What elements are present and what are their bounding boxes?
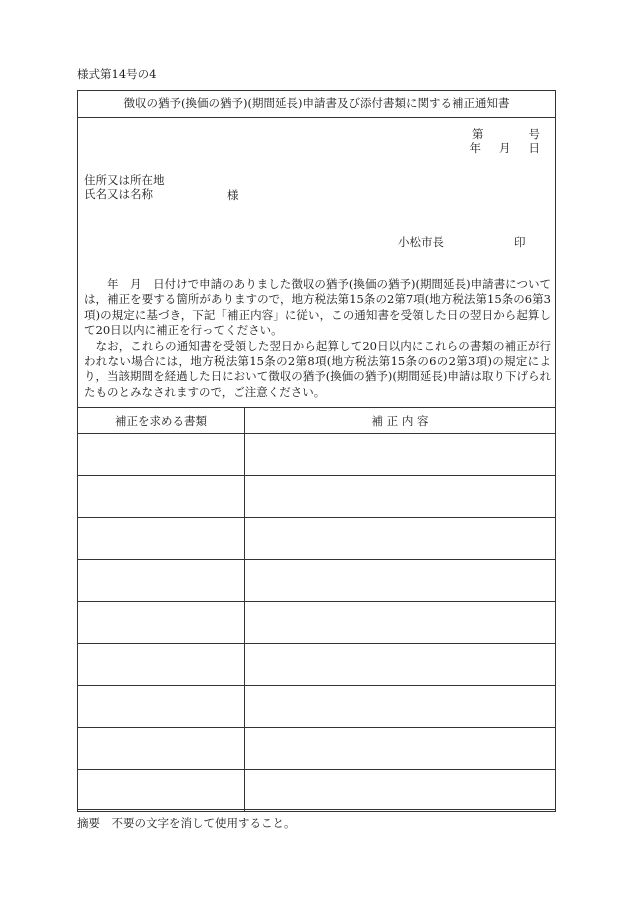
table-row (78, 476, 556, 518)
body-paragraph-1: 年 月 日付けで申請のありました徴収の猶予(換価の猶予)(期間延長)申請書については，補正を要する箇所がありますので，地方税法第15条の2第7項(地方税法第15条の6第3項)の規定に基づき，下記「補正内容」に従い，この通知書を受領した日の翌日から起算して20日以内に補正を行ってください。 (84, 277, 551, 338)
table-header-row (78, 408, 556, 434)
content-cell[interactable] (245, 644, 556, 686)
number-prefix: 第 (472, 127, 484, 141)
table-row (78, 434, 556, 476)
table-row (78, 560, 556, 602)
seal-mark: 印 (514, 235, 526, 249)
body-paragraph-2: なお，これらの通知書を受領した翌日から起算して20日以内にこれらの書類の補正が行われない場合には，地方税法第15条の2第8項(地方税法第15条の6の2第3項)の規定により，当該期間を経過した日において徴収の猶予(換価の猶予)(期間延長)申請は取り下げられたものとみなされますので，ご注意ください。 (84, 338, 551, 399)
document-cell[interactable] (78, 476, 245, 518)
recipient-block (84, 173, 165, 201)
document-cell[interactable] (78, 644, 245, 686)
number-suffix: 号 (528, 127, 540, 141)
sender-mayor: 小松市長 (398, 235, 444, 249)
table-row (78, 770, 556, 812)
address-label: 住所又は所在地 (84, 173, 165, 187)
content-cell[interactable] (245, 728, 556, 770)
document-cell[interactable] (78, 728, 245, 770)
honorific: 様 (227, 188, 239, 202)
document-cell[interactable] (78, 686, 245, 728)
table-row (78, 602, 556, 644)
notice-body (84, 277, 551, 400)
date-year: 年 (469, 141, 481, 155)
content-cell[interactable] (245, 770, 556, 812)
table-row (78, 728, 556, 770)
header-content: 補 正 内 容 (245, 408, 556, 434)
document-cell[interactable] (78, 434, 245, 476)
date-month: 月 (499, 141, 511, 155)
document-cell[interactable] (78, 602, 245, 644)
notice-frame (77, 90, 556, 810)
document-cell[interactable] (78, 518, 245, 560)
name-label: 氏名又は名称 (84, 187, 153, 201)
document-number-date (470, 127, 541, 155)
date-day: 日 (528, 141, 540, 155)
content-cell[interactable] (245, 602, 556, 644)
form-number: 様式第14号の4 (77, 67, 157, 81)
table-row (78, 686, 556, 728)
header-documents: 補正を求める書類 (78, 408, 245, 434)
content-cell[interactable] (245, 560, 556, 602)
content-cell[interactable] (245, 434, 556, 476)
content-cell[interactable] (245, 518, 556, 560)
correction-table (77, 407, 556, 812)
document-cell[interactable] (78, 560, 245, 602)
footnote: 摘要 不要の文字を消して使用すること。 (77, 816, 296, 830)
document-cell[interactable] (78, 770, 245, 812)
table-row (78, 518, 556, 560)
content-cell[interactable] (245, 476, 556, 518)
table-row (78, 644, 556, 686)
content-cell[interactable] (245, 686, 556, 728)
document-title: 徴収の猶予(換価の猶予)(期間延長)申請書及び添付書類に関する補正通知書 (78, 91, 555, 118)
